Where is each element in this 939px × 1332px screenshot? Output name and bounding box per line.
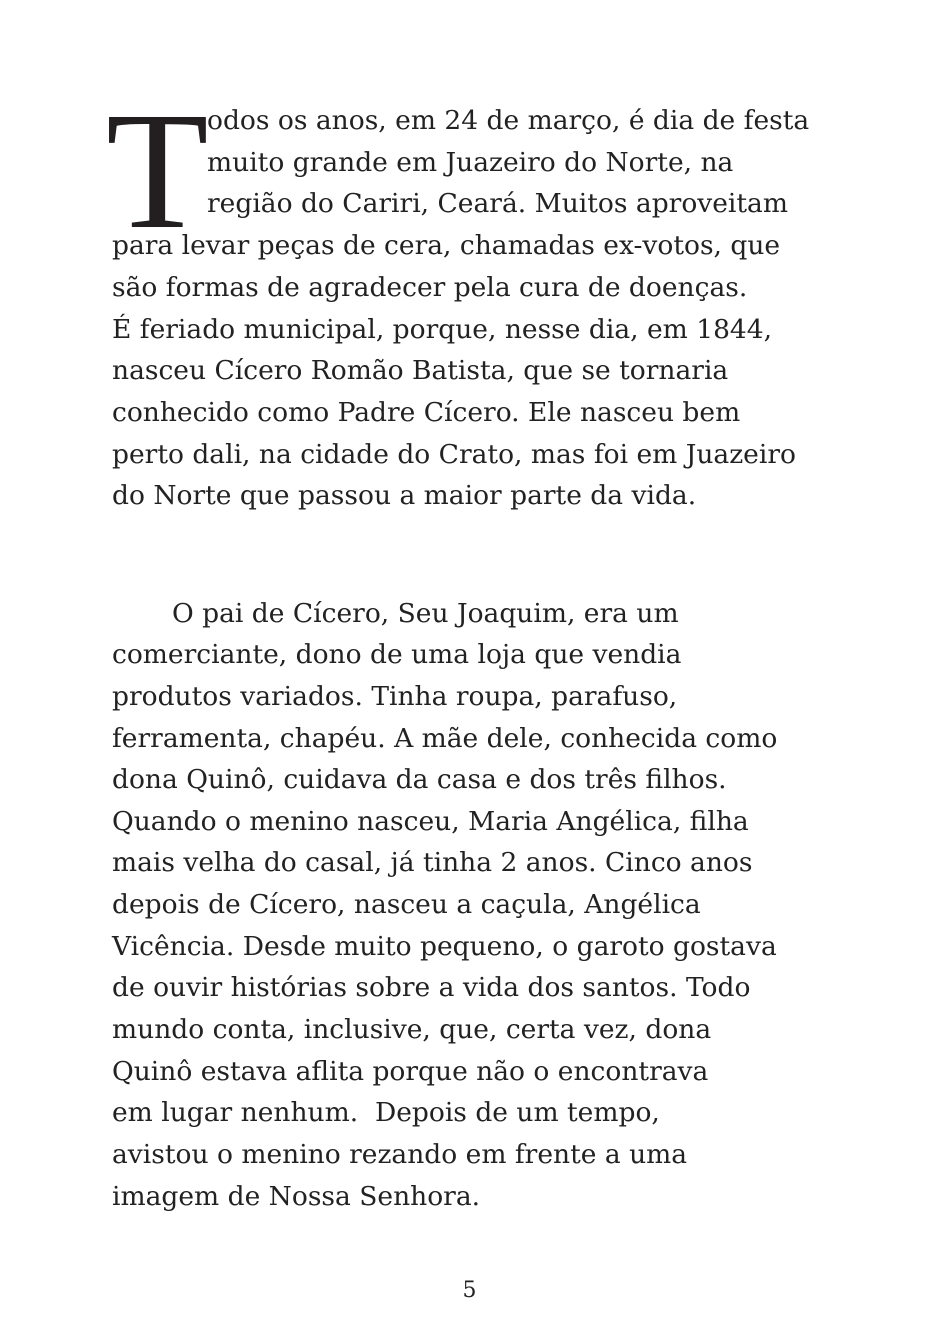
paragraph-1-line: odos os anos, em 24 de março, é dia de festa — [207, 105, 810, 136]
paragraph-2-line: Vicência. Desde muito pequeno, o garoto gostava — [112, 931, 777, 962]
paragraph-1-line: perto dali, na cidade do Crato, mas foi em Juazeiro — [112, 439, 796, 470]
paragraph-2-line: dona Quinô, cuidava da casa e dos três filhos. — [112, 764, 727, 795]
paragraph-1-line: do Norte que passou a maior parte da vida. — [112, 480, 697, 511]
paragraph-1-line: É feriado municipal, porque, nesse dia, em 1844, — [112, 314, 773, 345]
paragraph-2-line: imagem de Nossa Senhora. — [112, 1181, 481, 1212]
paragraph-2-line: mundo conta, inclusive, que, certa vez, dona — [112, 1014, 712, 1045]
page-number: 5 — [462, 1278, 477, 1303]
paragraph-1-line: conhecido como Padre Cícero. Ele nasceu bem — [112, 397, 741, 428]
paragraph-2-line: Quinô estava aflita porque não o encontrava — [112, 1056, 709, 1087]
paragraph-1-line: são formas de agradecer pela cura de doenças. — [112, 272, 748, 303]
paragraph-2-line: O pai de Cícero, Seu Joaquim, era um — [172, 598, 679, 629]
paragraph-2-line: de ouvir histórias sobre a vida dos santos. Todo — [112, 972, 751, 1003]
paragraph-1-line: muito grande em Juazeiro do Norte, na — [207, 147, 734, 178]
paragraph-2-line: ferramenta, chapéu. A mãe dele, conhecida como — [112, 723, 778, 754]
drop-cap: T — [106, 78, 209, 264]
paragraph-2-line: avistou o menino rezando em frente a uma — [112, 1139, 688, 1170]
paragraph-2-line: Quando o menino nasceu, Maria Angélica, filha — [112, 806, 749, 837]
paragraph-2-line: produtos variados. Tinha roupa, parafuso, — [112, 681, 678, 712]
paragraph-1-line: nasceu Cícero Romão Batista, que se tornaria — [112, 355, 729, 386]
paragraph-2-line: depois de Cícero, nasceu a caçula, Angélica — [112, 889, 701, 920]
paragraph-2-line: em lugar nenhum. Depois de um tempo, — [112, 1097, 660, 1128]
paragraph-2-line: mais velha do casal, já tinha 2 anos. Cinco anos — [112, 847, 753, 878]
paragraph-2-line: comerciante, dono de uma loja que vendia — [112, 639, 682, 670]
paragraph-1-line: região do Cariri, Ceará. Muitos aproveitam — [207, 188, 788, 219]
paragraph-1-line: para levar peças de cera, chamadas ex-votos, que — [112, 230, 781, 261]
